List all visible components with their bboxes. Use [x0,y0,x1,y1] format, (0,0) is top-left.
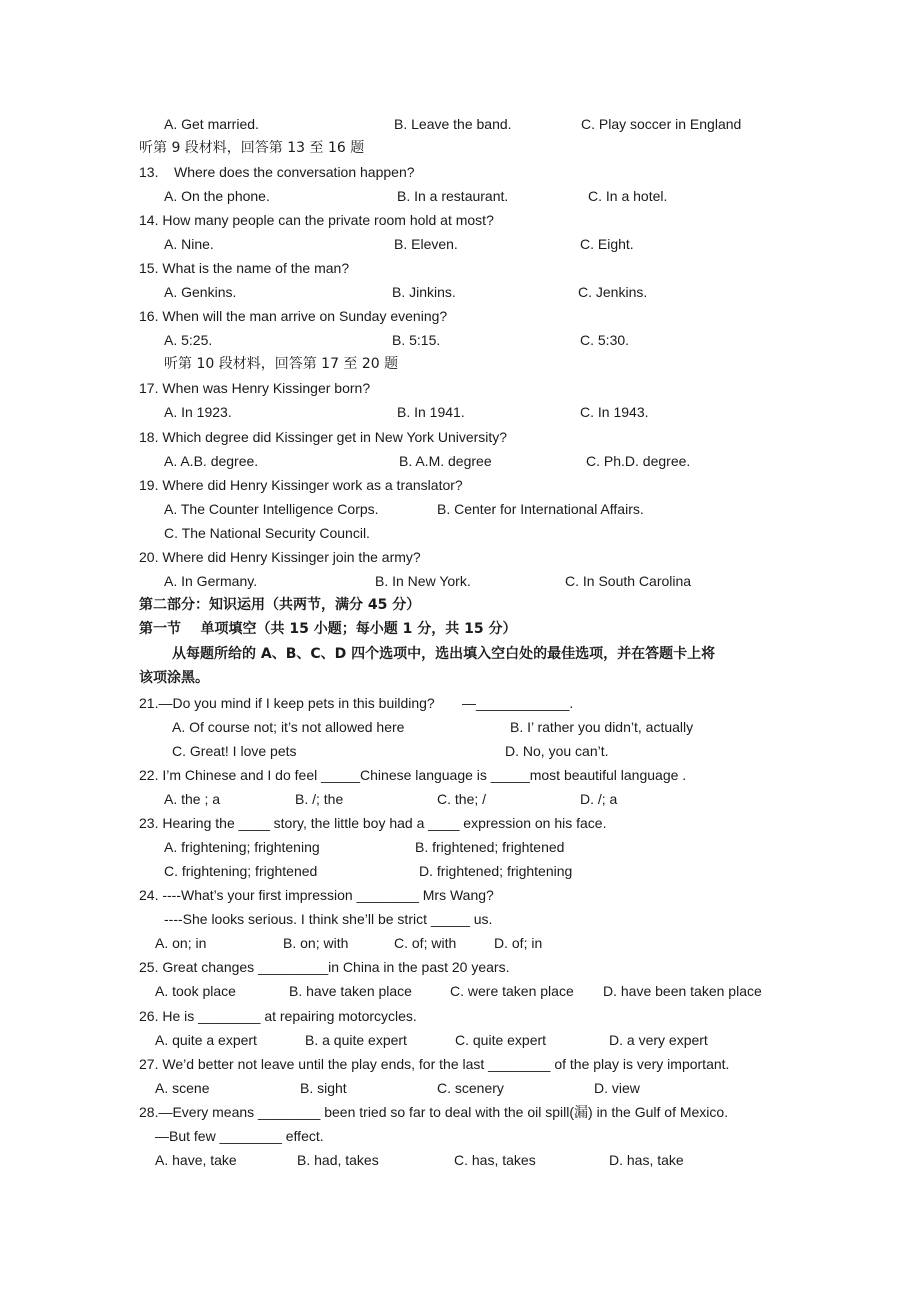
q12-option-b: B. Leave the band. [394,116,512,132]
q13-option-b: B. In a restaurant. [397,188,509,204]
q16-option-c: C. 5:30. [580,332,630,348]
q27-option-b: B. sight [300,1080,347,1096]
q14-option-b: B. Eleven. [394,236,458,252]
q13-option-c: C. In a hotel. [588,188,668,204]
q15-option-b: B. Jinkins. [392,284,456,300]
q14-option-c: C. Eight. [580,236,634,252]
q28-option-d: D. has, take [609,1152,684,1168]
q23-option-b: B. frightened; frightened [415,839,565,855]
q22-stem: 22. I’m Chinese and I do feel _____Chinese language is _____most beautiful language . [139,767,687,783]
q13-stem: 13. Where does the conversation happen? [139,164,415,180]
q19-option-a: A. The Counter Intelligence Corps. [164,501,379,517]
q27-option-d: D. view [594,1080,640,1096]
part2-title: 第二部分：知识运用（共两节，满分 45 分） [139,597,421,613]
q26-stem: 26. He is ________ at repairing motorcycles. [139,1008,417,1024]
q16-option-a: A. 5:25. [164,332,213,348]
q17-option-c: C. In 1943. [580,404,649,420]
q22-option-b: B. /; the [295,791,344,807]
q24-stem: 24. ----What’s your first impression ________ Mrs Wang? [139,887,494,903]
q18-option-b: B. A.M. degree [399,453,492,469]
q15-option-a: A. Genkins. [164,284,237,300]
q24-option-a: A. on; in [155,935,207,951]
q21-option-b: B. I’ rather you didn’t, actually [510,719,694,735]
q17-stem: 17. When was Henry Kissinger born? [139,380,371,396]
q22-option-a: A. the ; a [164,791,221,807]
q28-option-c: C. has, takes [454,1152,536,1168]
q26-option-b: B. a quite expert [305,1032,407,1048]
material-9-header: 听第 9 段材料，回答第 13 至 16 题 [139,140,365,156]
q21-option-c: C. Great! I love pets [172,743,297,759]
q23-option-a: A. frightening; frightening [164,839,320,855]
q28-option-a: A. have, take [155,1152,237,1168]
q24-stem-reply: ----She looks serious. I think she’ll be strict _____ us. [164,911,493,927]
q25-stem: 25. Great changes _________in China in the past 20 years. [139,959,510,975]
q18-option-a: A. A.B. degree. [164,453,259,469]
q24-option-b: B. on; with [283,935,349,951]
q19-stem: 19. Where did Henry Kissinger work as a translator? [139,477,463,493]
q17-option-a: A. In 1923. [164,404,232,420]
q27-option-c: C. scenery [437,1080,504,1096]
q26-option-d: D. a very expert [609,1032,708,1048]
q28-stem-reply: —But few ________ effect. [155,1128,324,1144]
q21-stem: 21.—Do you mind if I keep pets in this building? —____________. [139,695,574,711]
q20-option-a: A. In Germany. [164,573,258,589]
q23-option-c: C. frightening; frightened [164,863,318,879]
q23-stem: 23. Hearing the ____ story, the little boy had a ____ expression on his face. [139,815,607,831]
q20-stem: 20. Where did Henry Kissinger join the army? [139,549,421,565]
q19-option-b: B. Center for International Affairs. [437,501,644,517]
q14-stem: 14. How many people can the private room hold at most? [139,212,494,228]
q25-option-b: B. have taken place [289,983,412,999]
q16-option-b: B. 5:15. [392,332,441,348]
q24-option-d: D. of; in [494,935,543,951]
q17-option-b: B. In 1941. [397,404,465,420]
q24-option-c: C. of; with [394,935,457,951]
material-10-header: 听第 10 段材料，回答第 17 至 20 题 [164,356,399,372]
q20-option-c: C. In South Carolina [565,573,692,589]
q28-stem: 28.—Every means ________ been tried so far to deal with the oil spill(漏) in the Gulf of Mexico. [139,1104,729,1120]
q21-option-d: D. No, you can’t. [505,743,609,759]
q22-option-c: C. the; / [437,791,487,807]
q26-option-c: C. quite expert [455,1032,547,1048]
q18-option-c: C. Ph.D. degree. [586,453,691,469]
q28-option-b: B. had, takes [297,1152,379,1168]
q16-stem: 16. When will the man arrive on Sunday evening? [139,308,448,324]
q27-option-a: A. scene [155,1080,210,1096]
q14-option-a: A. Nine. [164,236,214,252]
q21-option-a: A. Of course not; it’s not allowed here [172,719,405,735]
q12-option-c: C. Play soccer in England [581,116,742,132]
q25-option-a: A. took place [155,983,236,999]
q25-option-c: C. were taken place [450,983,574,999]
q12-option-a: A. Get married. [164,116,259,132]
part2-section1-title: 第一节 单项填空（共 15 小题；每小题 1 分，共 15 分） [139,621,517,637]
q23-option-d: D. frightened; frightening [419,863,573,879]
q27-stem: 27. We’d better not leave until the play ends, for the last ________ of the play is very important. [139,1056,730,1072]
q26-option-a: A. quite a expert [155,1032,257,1048]
q15-stem: 15. What is the name of the man? [139,260,350,276]
q20-option-b: B. In New York. [375,573,471,589]
q18-stem: 18. Which degree did Kissinger get in New York University? [139,429,508,445]
q25-option-d: D. have been taken place [603,983,762,999]
q15-option-c: C. Jenkins. [578,284,648,300]
q22-option-d: D. /; a [580,791,618,807]
q19-option-c: C. The National Security Council. [164,525,370,541]
instructions-line1: 从每题所给的 A、B、C、D 四个选项中，选出填入空白处的最佳选项，并在答题卡上将 [172,646,716,662]
q13-option-a: A. On the phone. [164,188,270,204]
instructions-line2: 该项涂黑。 [139,670,209,686]
